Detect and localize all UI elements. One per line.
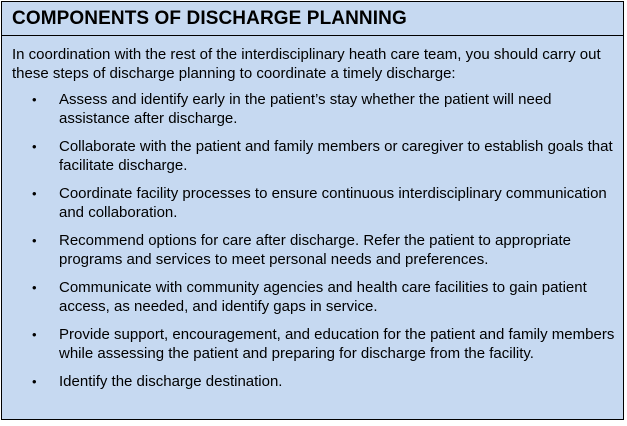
bullet-icon: • <box>32 139 37 154</box>
list-item <box>12 373 617 392</box>
title-bar <box>2 2 623 36</box>
step-text: Communicate with community agencies and health care facilities to gain patient access, as needed, and identify gaps in service. <box>59 279 587 315</box>
list-item <box>12 138 617 175</box>
discharge-planning-panel <box>1 1 624 420</box>
list-item <box>12 326 617 363</box>
bullet-icon: • <box>32 374 37 389</box>
list-item <box>12 279 617 316</box>
bullet-icon: • <box>32 280 37 295</box>
bullet-icon: • <box>32 233 37 248</box>
bullet-icon: • <box>32 92 37 107</box>
list-item <box>12 232 617 269</box>
step-text: Recommend options for care after discharge. Refer the patient to appropriate programs and services to meet personal needs and preferences. <box>59 232 571 268</box>
step-text: Collaborate with the patient and family members or caregiver to establish goals that facilitate discharge. <box>59 138 613 174</box>
page-title: COMPONENTS OF DISCHARGE PLANNING <box>12 7 407 29</box>
step-text: Identify the discharge destination. <box>59 373 283 390</box>
bullet-icon: • <box>32 327 37 342</box>
content-area <box>2 36 623 392</box>
bullet-icon: • <box>32 186 37 201</box>
step-text: Provide support, encouragement, and education for the patient and family members while assessing the patient and preparing for discharge from the facility. <box>59 326 615 362</box>
step-text: Coordinate facility processes to ensure continuous interdisciplinary communication and collaboration. <box>59 185 607 221</box>
list-item <box>12 185 617 222</box>
list-item <box>12 91 617 128</box>
steps-list <box>12 91 617 392</box>
intro-paragraph: In coordination with the rest of the interdisciplinary heath care team, you should carry out these steps of discharge planning to coordinate a timely discharge: <box>12 46 601 82</box>
step-text: Assess and identify early in the patient’s stay whether the patient will need assistance after discharge. <box>59 91 552 127</box>
